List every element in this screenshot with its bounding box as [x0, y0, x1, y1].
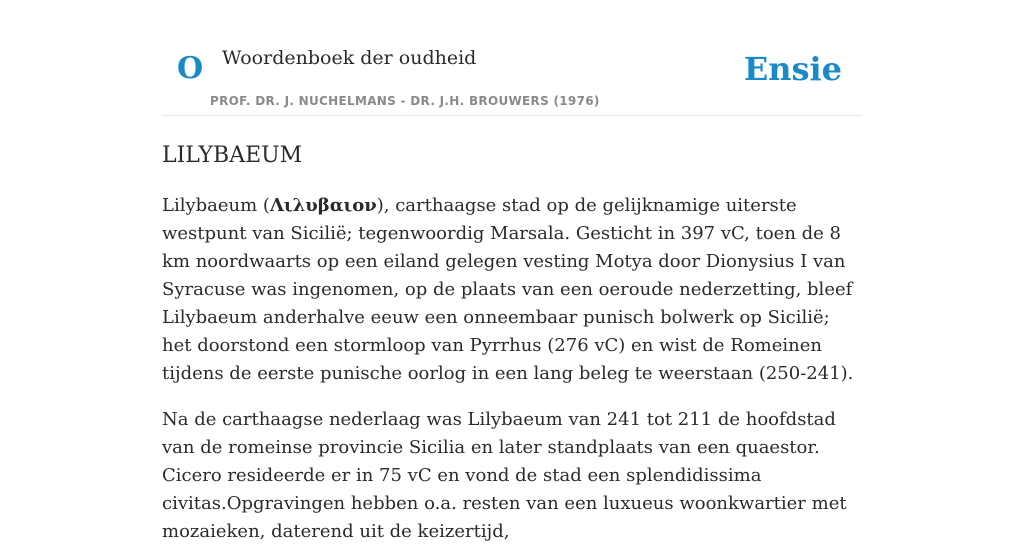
paragraph-1-rest: ), carthaagse stad op de gelijknamige uiterste westpunt van Sicilië; tegenwoordig Marsala. Gesticht in 397 vC, toen de 8 km noordwaarts op een eiland gelegen vesting Motya door Dionysius I van Syracuse was ingenomen, op de plaats van een oeroude nederzetting, bleef Lilybaeum anderhalve eeuw een onneembaar punisch bolwerk op Sicilië; het doorstond een stormloop van Pyrrhus (276 vC) en wist de Romeinen tijdens de eerste punische oorlog in een lang beleg te weerstaan (250-241).	[162, 195, 854, 384]
ensie-logo-link[interactable]: Ensie	[743, 50, 842, 88]
paragraph-1-start: Lilybaeum (	[162, 195, 270, 216]
greek-name: Λιλυβαιον	[269, 195, 377, 216]
page	[162, 0, 862, 546]
entry-title: LILYBAEUM	[162, 143, 303, 168]
entry-paragraph-2: Na de carthaagse nederlaag was Lilybaeum van 241 tot 211 de hoofdstad van de romeinse provincie Sicilia en later standplaats van een quaestor. Cicero resideerde er in 75 vC en vond de stad een splendidissima civitas.Opgravingen hebben o.a. resten van een luxueus woonkwartier met mozaieken, daterend uit de keizertijd,	[162, 409, 847, 542]
entry-paragraph-1	[162, 192, 862, 388]
header	[162, 0, 862, 116]
book-title-link[interactable]: Woordenboek der oudheid	[222, 47, 477, 69]
letter-index-link[interactable]: O	[177, 51, 204, 86]
authors-line: PROF. DR. J. NUCHELMANS - DR. J.H. BROUWERS (1976)	[210, 94, 600, 108]
